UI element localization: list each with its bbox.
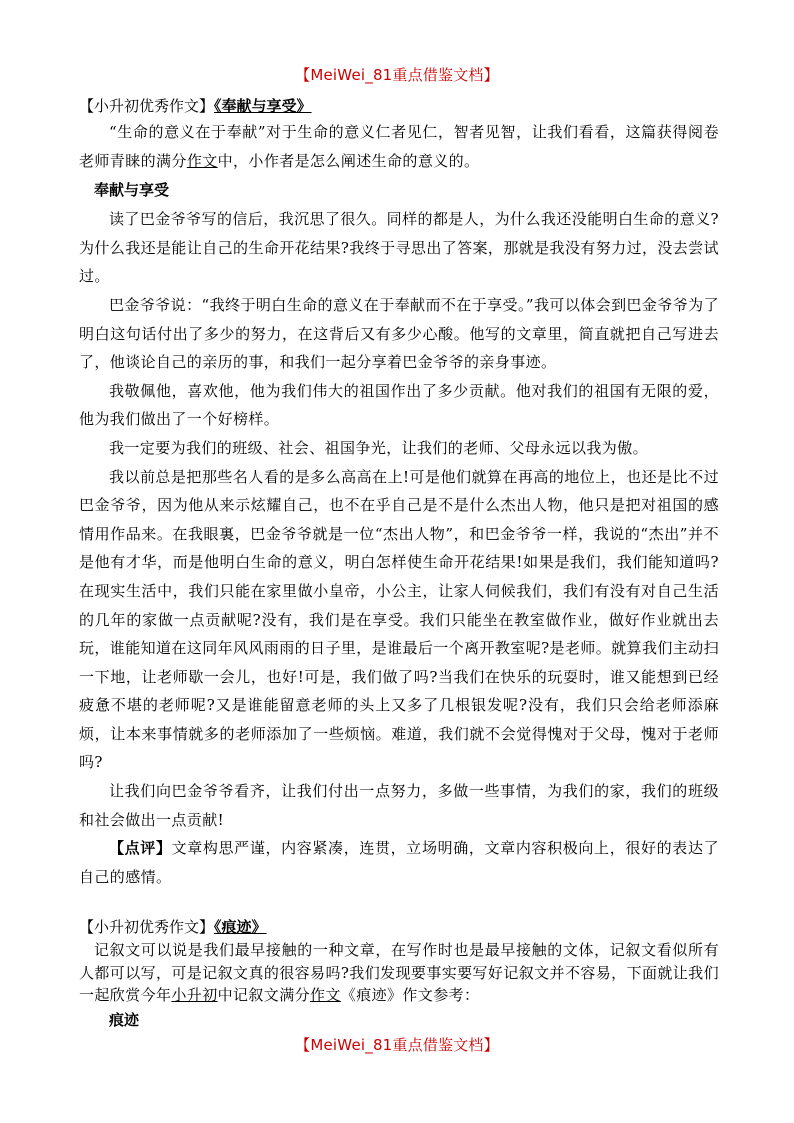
article2-intro-link-1[interactable]: 小升初 bbox=[171, 986, 218, 1005]
article1-subtitle: 奉献与享受 bbox=[94, 181, 170, 200]
page-header: 【MeiWei_81重点借鉴文档】 bbox=[295, 66, 499, 84]
article2-intro-text-a: 记叙文可以说是我们最早接触的一种文章，在写作时也是最早接触的文体，记叙文看似所有人都可以写，可是记叙文真的很容易吗?我们发现要事实要写好记叙文并不容易，下面就让我们一起欣赏今年 bbox=[79, 941, 719, 1005]
article1-paragraph-5: 我以前总是把那些名人看的是多么高高在上!可是他们就算在再高的地位上，也还是比不过巴金爷爷，因为他从来示炫耀自己，也不在乎自己是不是什么杰出人物，他只是把对祖国的感情用作品来。在我眼裏，巴金爷爷就是一位“杰出人物”，和巴金爷爷一样，我说的“杰出”并不是他有才华，而是他明白生命的意义，明白怎样使生命开花结果!如果是我们，我们能知道吗?在现实生活中，我们只能在家里做小皇帝，小公主，让家人伺候我们，我们有没有对自己生活的几年的家做一点贡献呢?没有，我们是在享受。我们只能坐在教室做作业，做好作业就出去玩，谁能知道在这同年风风雨雨的日子里，是谁最后一个离开教室呢?是老师。就算我们主动扫一下地，让老师歇一会儿，也好!可是，我们做了吗?当我们在快乐的玩耍时，谁又能想到已经疲惫不堪的老师呢?又是谁能留意老师的头上又多了几根银发呢?没有，我们只会给老师添麻烦，让本来事情就多的老师添加了一些烦恼。难道，我们就不会觉得愧对于父母，愧对于老师吗? bbox=[79, 467, 719, 772]
article1-tag: 【小升初优秀作文】 bbox=[79, 97, 215, 115]
article1-intro-text-b: 中，小作者是怎么阐述生命的意义的。 bbox=[217, 151, 480, 170]
article1-paragraph-6: 让我们向巴金爷爷看齐，让我们付出一点努力，多做一些事情，为我们的家，我们的班级和社会做出一点贡献! bbox=[79, 782, 719, 829]
article1-title: 《奉献与享受》 bbox=[214, 97, 312, 115]
article1-paragraph-4: 我一定要为我们的班级、社会、祖国争光，让我们的老师、父母永远以我为傲。 bbox=[109, 438, 649, 457]
article2-heading bbox=[79, 915, 719, 939]
article2-intro-link-2[interactable]: 作文 bbox=[310, 986, 341, 1005]
comment-text: 文章构思严谨，内容紧凑，连贯，立场明确，文章内容积极向上，很好的表达了自己的感情。 bbox=[79, 839, 719, 886]
page-footer: 【MeiWei_81重点借鉴文档】 bbox=[295, 1036, 499, 1054]
article1-intro-text-a: “生命的意义在于奉献”对于生命的意义仁者见仁，智者见智，让我们看看，这篇获得阅卷老师青睐的满分 bbox=[79, 123, 719, 170]
article2-intro-text-c: 《痕迹》作文参考： bbox=[340, 986, 480, 1005]
article1-heading bbox=[79, 94, 719, 118]
article1-comment bbox=[79, 834, 719, 891]
article2-title: 《痕迹》 bbox=[214, 918, 267, 937]
document-body bbox=[79, 94, 719, 1033]
article2-subtitle: 痕迹 bbox=[109, 1010, 140, 1029]
comment-label: 【点评】 bbox=[109, 839, 172, 858]
article1-intro-link[interactable]: 作文 bbox=[186, 151, 218, 170]
article1-intro bbox=[79, 118, 719, 175]
article2-intro bbox=[79, 939, 719, 1007]
article1-paragraph-3: 我敬佩他，喜欢他，他为我们伟大的祖国作出了多少贡献。他对我们的祖国有无限的爱，他为我们做出了一个好榜样。 bbox=[79, 381, 719, 429]
article2-tag: 【小升初优秀作文】 bbox=[79, 918, 215, 937]
article2-intro-text-b: 中记叙文满分 bbox=[217, 986, 311, 1005]
article1-paragraph-1: 读了巴金爷爷写的信后，我沉思了很久。同样的都是人，为什么我还没能明白生命的意义?为什么我还是能让自己的生命开花结果?我终于寻思出了答案，那就是我没有努力过，没去尝试过。 bbox=[79, 210, 719, 286]
article1-paragraph-2: 巴金爷爷说：“我终于明白生命的意义在于奉献而不在于享受。”我可以体会到巴金爷爷为了明白这句话付出了多少的努力，在这背后又有多少心酸。他写的文章里，简直就把自己写进去了，他谈论自己的亲历的事，和我们一起分享着巴金爷爷的亲身事迹。 bbox=[79, 295, 719, 372]
